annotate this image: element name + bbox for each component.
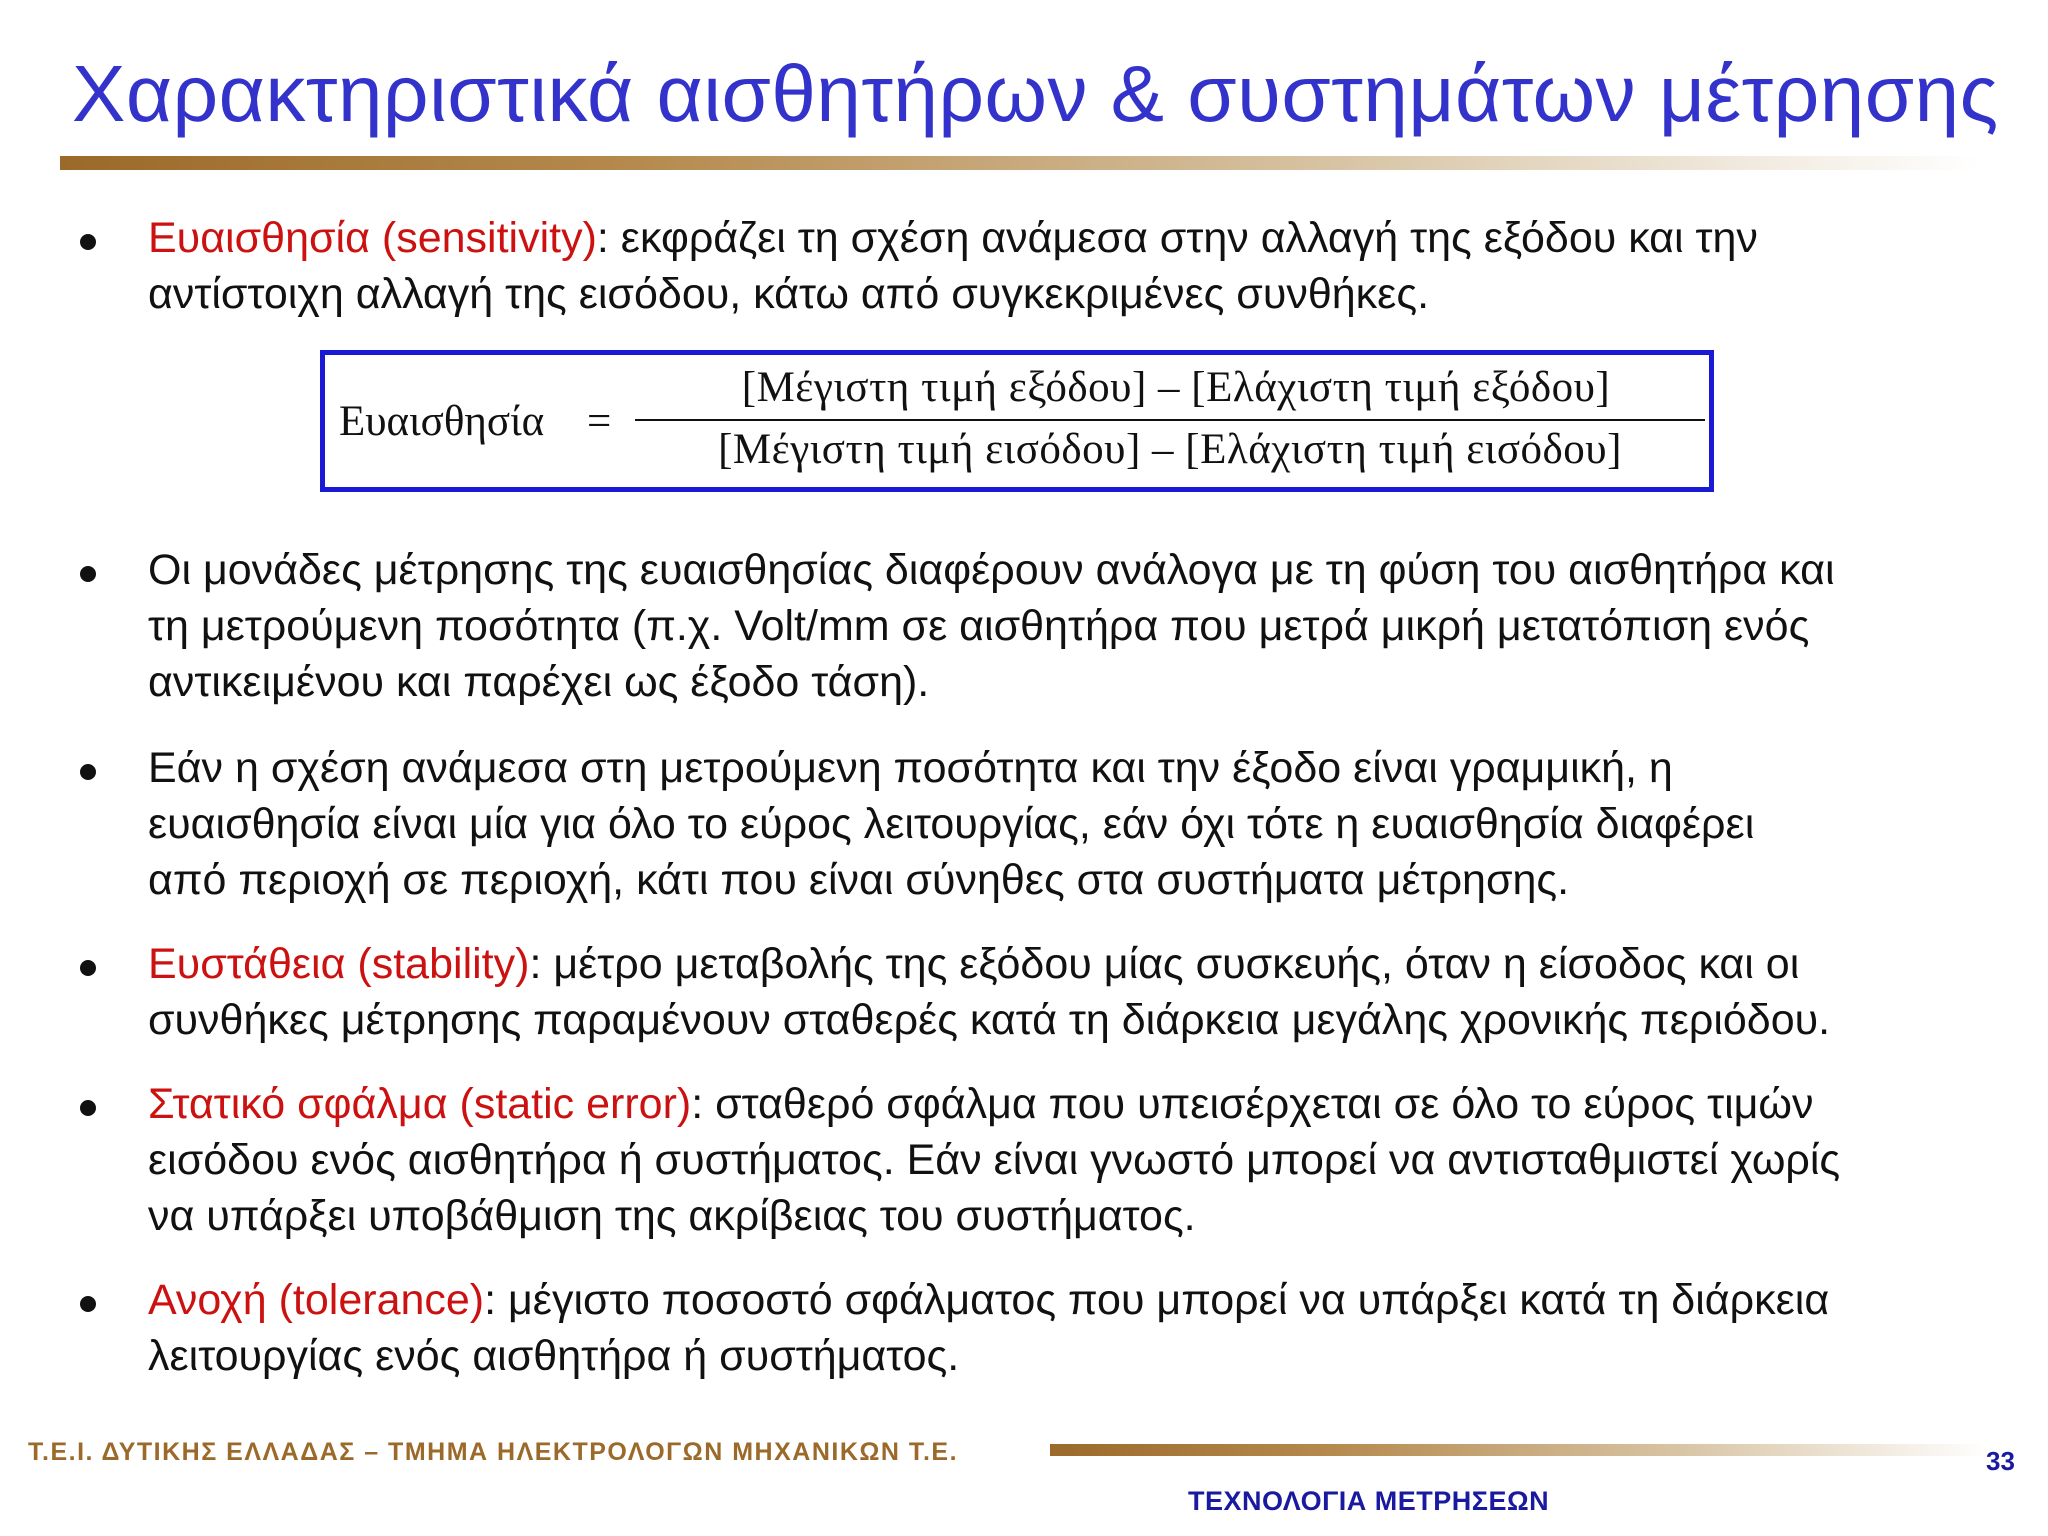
sensitivity-formula-box (320, 350, 1714, 492)
fraction-bar (635, 419, 1705, 421)
bullet-marker (80, 566, 96, 582)
formula-numerator: [Μέγιστη τιμή εξόδου] – [Ελάχιστη τιμή εξόδου] (741, 364, 1611, 411)
bullet-marker (80, 764, 96, 780)
formula-equals-sign: = (587, 398, 612, 445)
formula-denominator: [Μέγιστη τιμή εισόδου] – [Ελάχιστη τιμή εισόδου] (718, 426, 1622, 473)
bullet-marker (80, 234, 96, 250)
bullet-line: από περιοχή σε περιοχή, κάτι που είναι σύνηθες στα συστήματα μέτρησης. (148, 856, 1570, 904)
bullet-marker (80, 960, 96, 976)
bullet-line: : εκφράζει τη σχέση ανάμεσα στην αλλαγή της εξόδου και την (596, 214, 1758, 262)
formula-lhs: Ευαισθησία (339, 398, 545, 445)
bullet-marker (80, 1100, 96, 1116)
bullet-line: Οι μονάδες μέτρησης της ευαισθησίας διαφέρουν ανάλογα με τη φύση του αισθητήρα και (148, 546, 1835, 594)
footer-course-title: ΤΕΧΝΟΛΟΓΙΑ ΜΕΤΡΗΣΕΩΝ (1188, 1486, 1550, 1516)
bullet-text (148, 210, 2048, 322)
bullet-line: : μέτρο μεταβολής της εξόδου μίας συσκευής, όταν η είσοδος και οι (529, 940, 1800, 988)
title-divider (60, 156, 1980, 170)
bullet-line: να υπάρξει υποβάθμιση της ακρίβειας του συστήματος. (148, 1192, 1196, 1240)
bullet-line: : σταθερό σφάλμα που υπεισέρχεται σε όλο το εύρος τιμών (691, 1080, 1814, 1128)
bullet-text (148, 542, 2048, 710)
bullet-text (148, 740, 2048, 908)
bullet-text (148, 936, 2048, 1048)
bullet-line: Εάν η σχέση ανάμεσα στη μετρούμενη ποσότητα και την έξοδο είναι γραμμική, η (148, 744, 1673, 792)
footer-divider (1050, 1444, 1990, 1456)
term-tolerance: Ανοχή (tolerance) (148, 1276, 485, 1324)
footer-organization: Τ.Ε.Ι. ΔΥΤΙΚΗΣ ΕΛΛΑΔΑΣ – ΤΜΗΜΑ ΗΛΕΚΤΡΟΛΟΓΩΝ ΜΗΧΑΝΙΚΩΝ Τ.Ε. (28, 1438, 959, 1466)
bullet-line: αντικειμένου και παρέχει ως έξοδο τάση). (148, 658, 930, 706)
page-number: 33 (1986, 1446, 2015, 1476)
bullet-text (148, 1076, 2048, 1244)
bullet-line: συνθήκες μέτρησης παραμένουν σταθερές κατά τη διάρκεια μεγάλης χρονικής περιόδου. (148, 996, 1831, 1044)
bullet-marker (80, 1296, 96, 1312)
bullet-line: εισόδου ενός αισθητήρα ή συστήματος. Εάν είναι γνωστό μπορεί να αντισταθμιστεί χωρίς (148, 1136, 1841, 1184)
slide-title: Χαρακτηριστικά αισθητήρων & συστημάτων μέτρησης (72, 49, 1999, 138)
bullet-line: λειτουργίας ενός αισθητήρα ή συστήματος. (148, 1332, 960, 1380)
term-stability: Ευστάθεια (stability) (148, 940, 530, 988)
term-sensitivity: Ευαισθησία (sensitivity) (148, 214, 597, 262)
bullet-line: τη μετρούμενη ποσότητα (π.χ. Volt/mm σε αισθητήρα που μετρά μικρή μετατόπιση ενός (148, 602, 1810, 650)
bullet-line: ευαισθησία είναι μία για όλο το εύρος λειτουργίας, εάν όχι τότε η ευαισθησία διαφέρει (148, 800, 1755, 848)
bullet-line: αντίστοιχη αλλαγή της εισόδου, κάτω από συγκεκριμένες συνθήκες. (148, 270, 1430, 318)
bullet-text (148, 1272, 2048, 1384)
bullet-line: : μέγιστο ποσοστό σφάλματος που μπορεί να υπάρξει κατά τη διάρκεια (484, 1276, 1830, 1324)
term-static-error: Στατικό σφάλμα (static error) (148, 1080, 692, 1128)
